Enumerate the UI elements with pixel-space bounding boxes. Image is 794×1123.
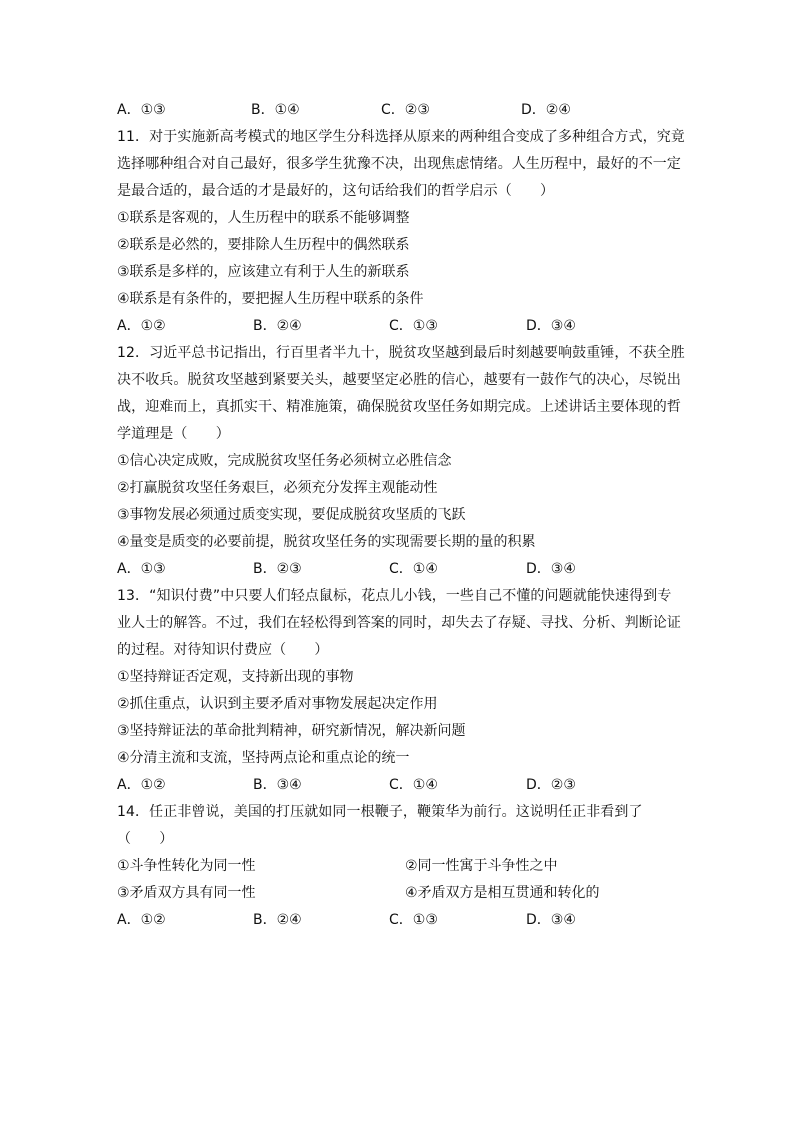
q12-option-c: C．①④ — [389, 561, 438, 577]
q10-option-b: B．①④ — [251, 102, 300, 118]
q14-option-a: A．①② — [117, 912, 166, 928]
q14-item-2: ②同一性寓于斗争性之中 — [405, 858, 558, 874]
q14-item-4: ④矛盾双方是相互贯通和转化的 — [405, 885, 600, 901]
q11-stem-line-3: 是最合适的，最合适的才是最好的，这句话给我们的哲学启示（ ） — [117, 183, 555, 199]
q13-stem-line-3: 的过程。对待知识付费应（ ） — [117, 642, 329, 658]
q12-item-4: ④量变是质变的必要前提，脱贫攻坚任务的实现需要长期的量的积累 — [117, 534, 536, 550]
q13-item-3: ③坚持辩证法的革命批判精神，研究新情况，解决新问题 — [117, 723, 466, 739]
q14-stem-line-2: （ ） — [117, 831, 174, 847]
q12-stem-line-1: 12．习近平总书记指出，行百里者半九十，脱贫攻坚越到最后时刻越要响鼓重锤，不获全胜 — [117, 345, 685, 361]
q14-option-d: D．③④ — [526, 912, 576, 928]
q14-stem-line-1: 14．任正非曾说，美国的打压就如同一根鞭子，鞭策华为前行。这说明任正非看到了 — [117, 804, 643, 820]
q12-stem-line-2: 决不收兵。脱贫攻坚越到紧要关头，越要坚定必胜的信心，越要有一鼓作气的决心，尽锐出 — [117, 372, 681, 388]
q12-stem-line-3: 战，迎难而上，真抓实干、精准施策，确保脱贫攻坚任务如期完成。上述讲话主要体现的哲 — [117, 399, 681, 415]
q14-item-3: ③矛盾双方具有同一性 — [117, 885, 256, 901]
q13-item-2: ②抓住重点，认识到主要矛盾对事物发展起决定作用 — [117, 696, 438, 712]
q13-option-d: D．②③ — [526, 777, 576, 793]
q14-items-row-1 — [117, 855, 677, 877]
q13-stem-line-1: 13．“知识付费”中只要人们轻点鼠标，花点儿小钱，一些自己不懂的问题就能快速得到专 — [117, 588, 672, 604]
q12-option-d: D．③④ — [526, 561, 576, 577]
q14-option-b: B．②④ — [253, 912, 302, 928]
q13-option-c: C．①④ — [389, 777, 438, 793]
q10-option-c: C．②③ — [381, 102, 430, 118]
q14-items-row-2 — [117, 882, 677, 904]
q13-item-1: ①坚持辩证否定观，支持新出现的事物 — [117, 669, 354, 685]
q11-stem-line-2: 选择哪种组合对自己最好，很多学生犹豫不决，出现焦虑情绪。人生历程中，最好的不一定 — [117, 156, 681, 172]
q13-option-a: A．①② — [117, 777, 166, 793]
q11-item-3: ③联系是多样的，应该建立有利于人生的新联系 — [117, 264, 410, 280]
q12-options-row — [117, 558, 677, 580]
q11-item-1: ①联系是客观的，人生历程中的联系不能够调整 — [117, 210, 410, 226]
q12-item-1: ①信心决定成败，完成脱贫攻坚任务必须树立必胜信念 — [117, 453, 452, 469]
q12-option-a: A．①③ — [117, 561, 166, 577]
q11-item-4: ④联系是有条件的，要把握人生历程中联系的条件 — [117, 291, 424, 307]
q13-option-b: B．③④ — [253, 777, 302, 793]
q14-option-c: C．①③ — [389, 912, 438, 928]
q12-option-b: B．②③ — [253, 561, 302, 577]
q12-item-2: ②打赢脱贫攻坚任务艰巨，必须充分发挥主观能动性 — [117, 480, 438, 496]
q10-options-row — [117, 99, 677, 121]
q13-stem-line-2: 业人士的解答。不过，我们在轻松得到答案的同时，却失去了存疑、寻找、分析、判断论证 — [117, 615, 681, 631]
q11-stem-line-1: 11．对于实施新高考模式的地区学生分科选择从原来的两种组合变成了多种组合方式，究竟 — [117, 129, 685, 145]
q10-option-d: D．②④ — [521, 102, 571, 118]
q13-options-row — [117, 774, 677, 796]
q14-item-1: ①斗争性转化为同一性 — [117, 858, 256, 874]
q11-option-a: A．①② — [117, 318, 166, 334]
q11-option-b: B．②④ — [253, 318, 302, 334]
q11-item-2: ②联系是必然的，要排除人生历程中的偶然联系 — [117, 237, 410, 253]
q11-options-row — [117, 315, 677, 337]
q11-option-c: C．①③ — [389, 318, 438, 334]
q14-options-row — [117, 909, 677, 931]
q12-item-3: ③事物发展必须通过质变实现，要促成脱贫攻坚质的飞跃 — [117, 507, 466, 523]
q11-option-d: D．③④ — [526, 318, 576, 334]
q12-stem-line-4: 学道理是（ ） — [117, 426, 230, 442]
q13-item-4: ④分清主流和支流，坚持两点论和重点论的统一 — [117, 750, 410, 766]
q10-option-a: A．①③ — [117, 102, 166, 118]
